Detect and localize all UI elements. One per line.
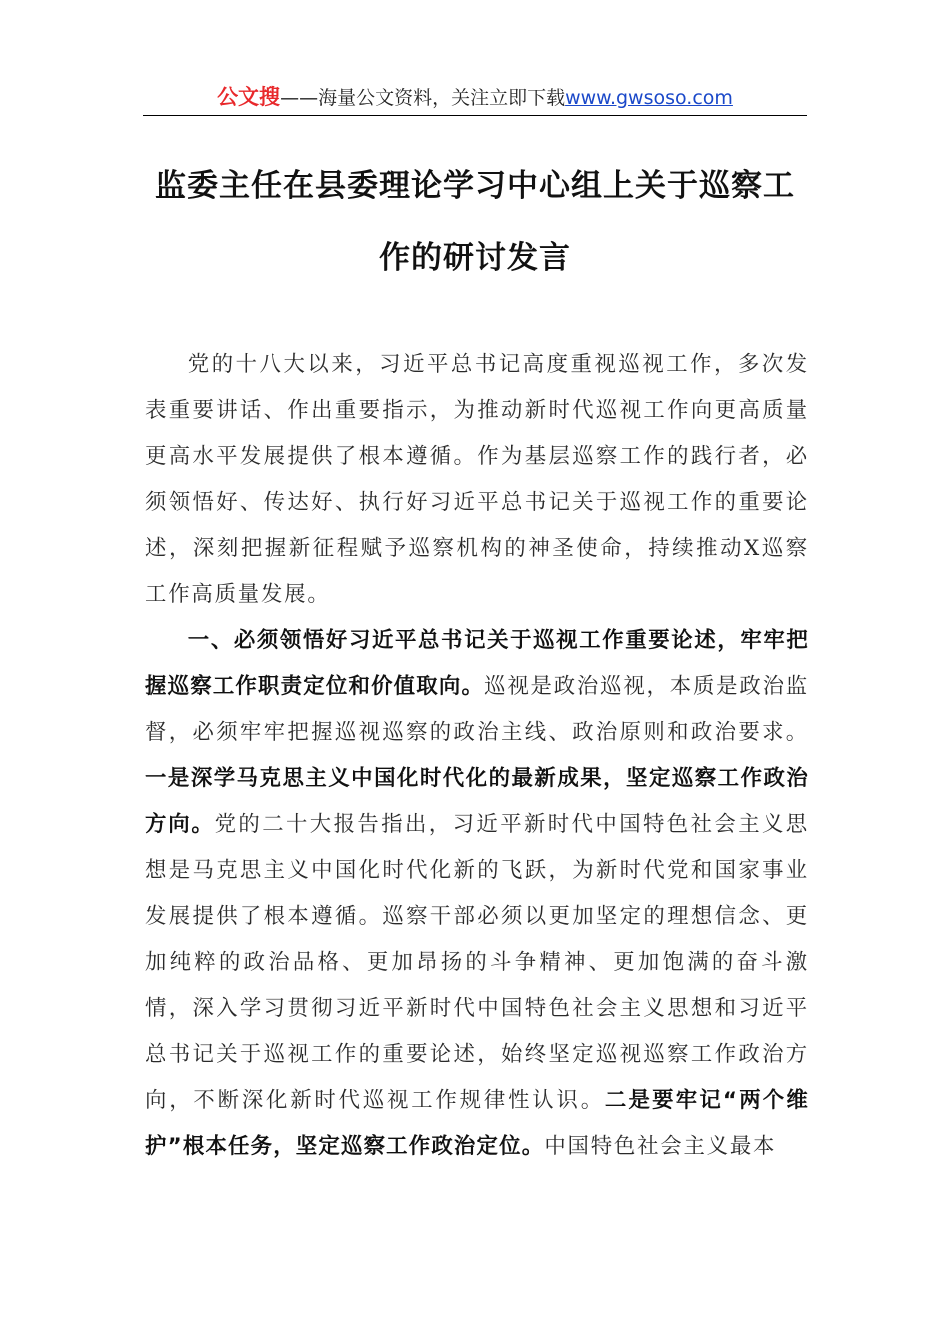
brand-logo-text: 公文搜 xyxy=(217,85,281,109)
page-header xyxy=(143,83,807,113)
section-heading: 一、必须领悟好习近平总书记关于巡视工作重要论述，牢牢把握巡察工作职责定位和价值取向。 xyxy=(145,628,809,699)
body-text-run: 党的二十大报告指出，习近平新时代中国特色社会主义思想是马克思主义中国化时代化新的飞跃，为新时代党和国家事业发展提供了根本遵循。巡察干部必须以更加坚定的理想信念、更加纯粹的政治品格、更加昂扬的斗争精神、更加饱满的奋斗激情，深入学习贯彻习近平新时代中国特色社会主义思想和习近平总书记关于巡视工作的重要论述，始终坚定巡视巡察工作政治方向，不断深化新时代巡视工作规律性认识。 xyxy=(145,812,809,1113)
body-text-run: 巡视是政治巡视，本质是政治监督，必须牢牢把握巡视巡察的政治主线、政治原则和政治要求。 xyxy=(145,674,809,745)
point-heading-two: 二是要牢记“两个维护”根本任务，坚定巡察工作政治定位。 xyxy=(145,1088,810,1159)
point-heading-one: 一是深学马克思主义中国化时代化的最新成果，坚定巡察工作政治方向。 xyxy=(145,766,809,837)
paragraph-intro: 党的十八大以来，习近平总书记高度重视巡视工作，多次发表重要讲话、作出重要指示，为推动新时代巡视工作向更高质量更高水平发展提供了根本遵循。作为基层巡察工作的践行者，必须领悟好、传达好、执行好习近平总书记关于巡视工作的重要论述，深刻把握新征程赋予巡察机构的神圣使命，持续推动X巡察工作高质量发展。 xyxy=(145,352,809,607)
header-tagline: ——海量公文资料，关注立即下载 xyxy=(280,87,566,109)
website-link[interactable]: www.gwsoso.com xyxy=(565,87,733,109)
document-title: 监委主任在县委理论学习中心组上关于巡察工作的研讨发言 xyxy=(155,168,795,276)
body-text-run: 中国特色社会主义最本 xyxy=(544,1134,777,1159)
paragraph-section-one xyxy=(145,618,809,1170)
document-body xyxy=(145,342,809,1170)
header-divider xyxy=(143,115,807,116)
